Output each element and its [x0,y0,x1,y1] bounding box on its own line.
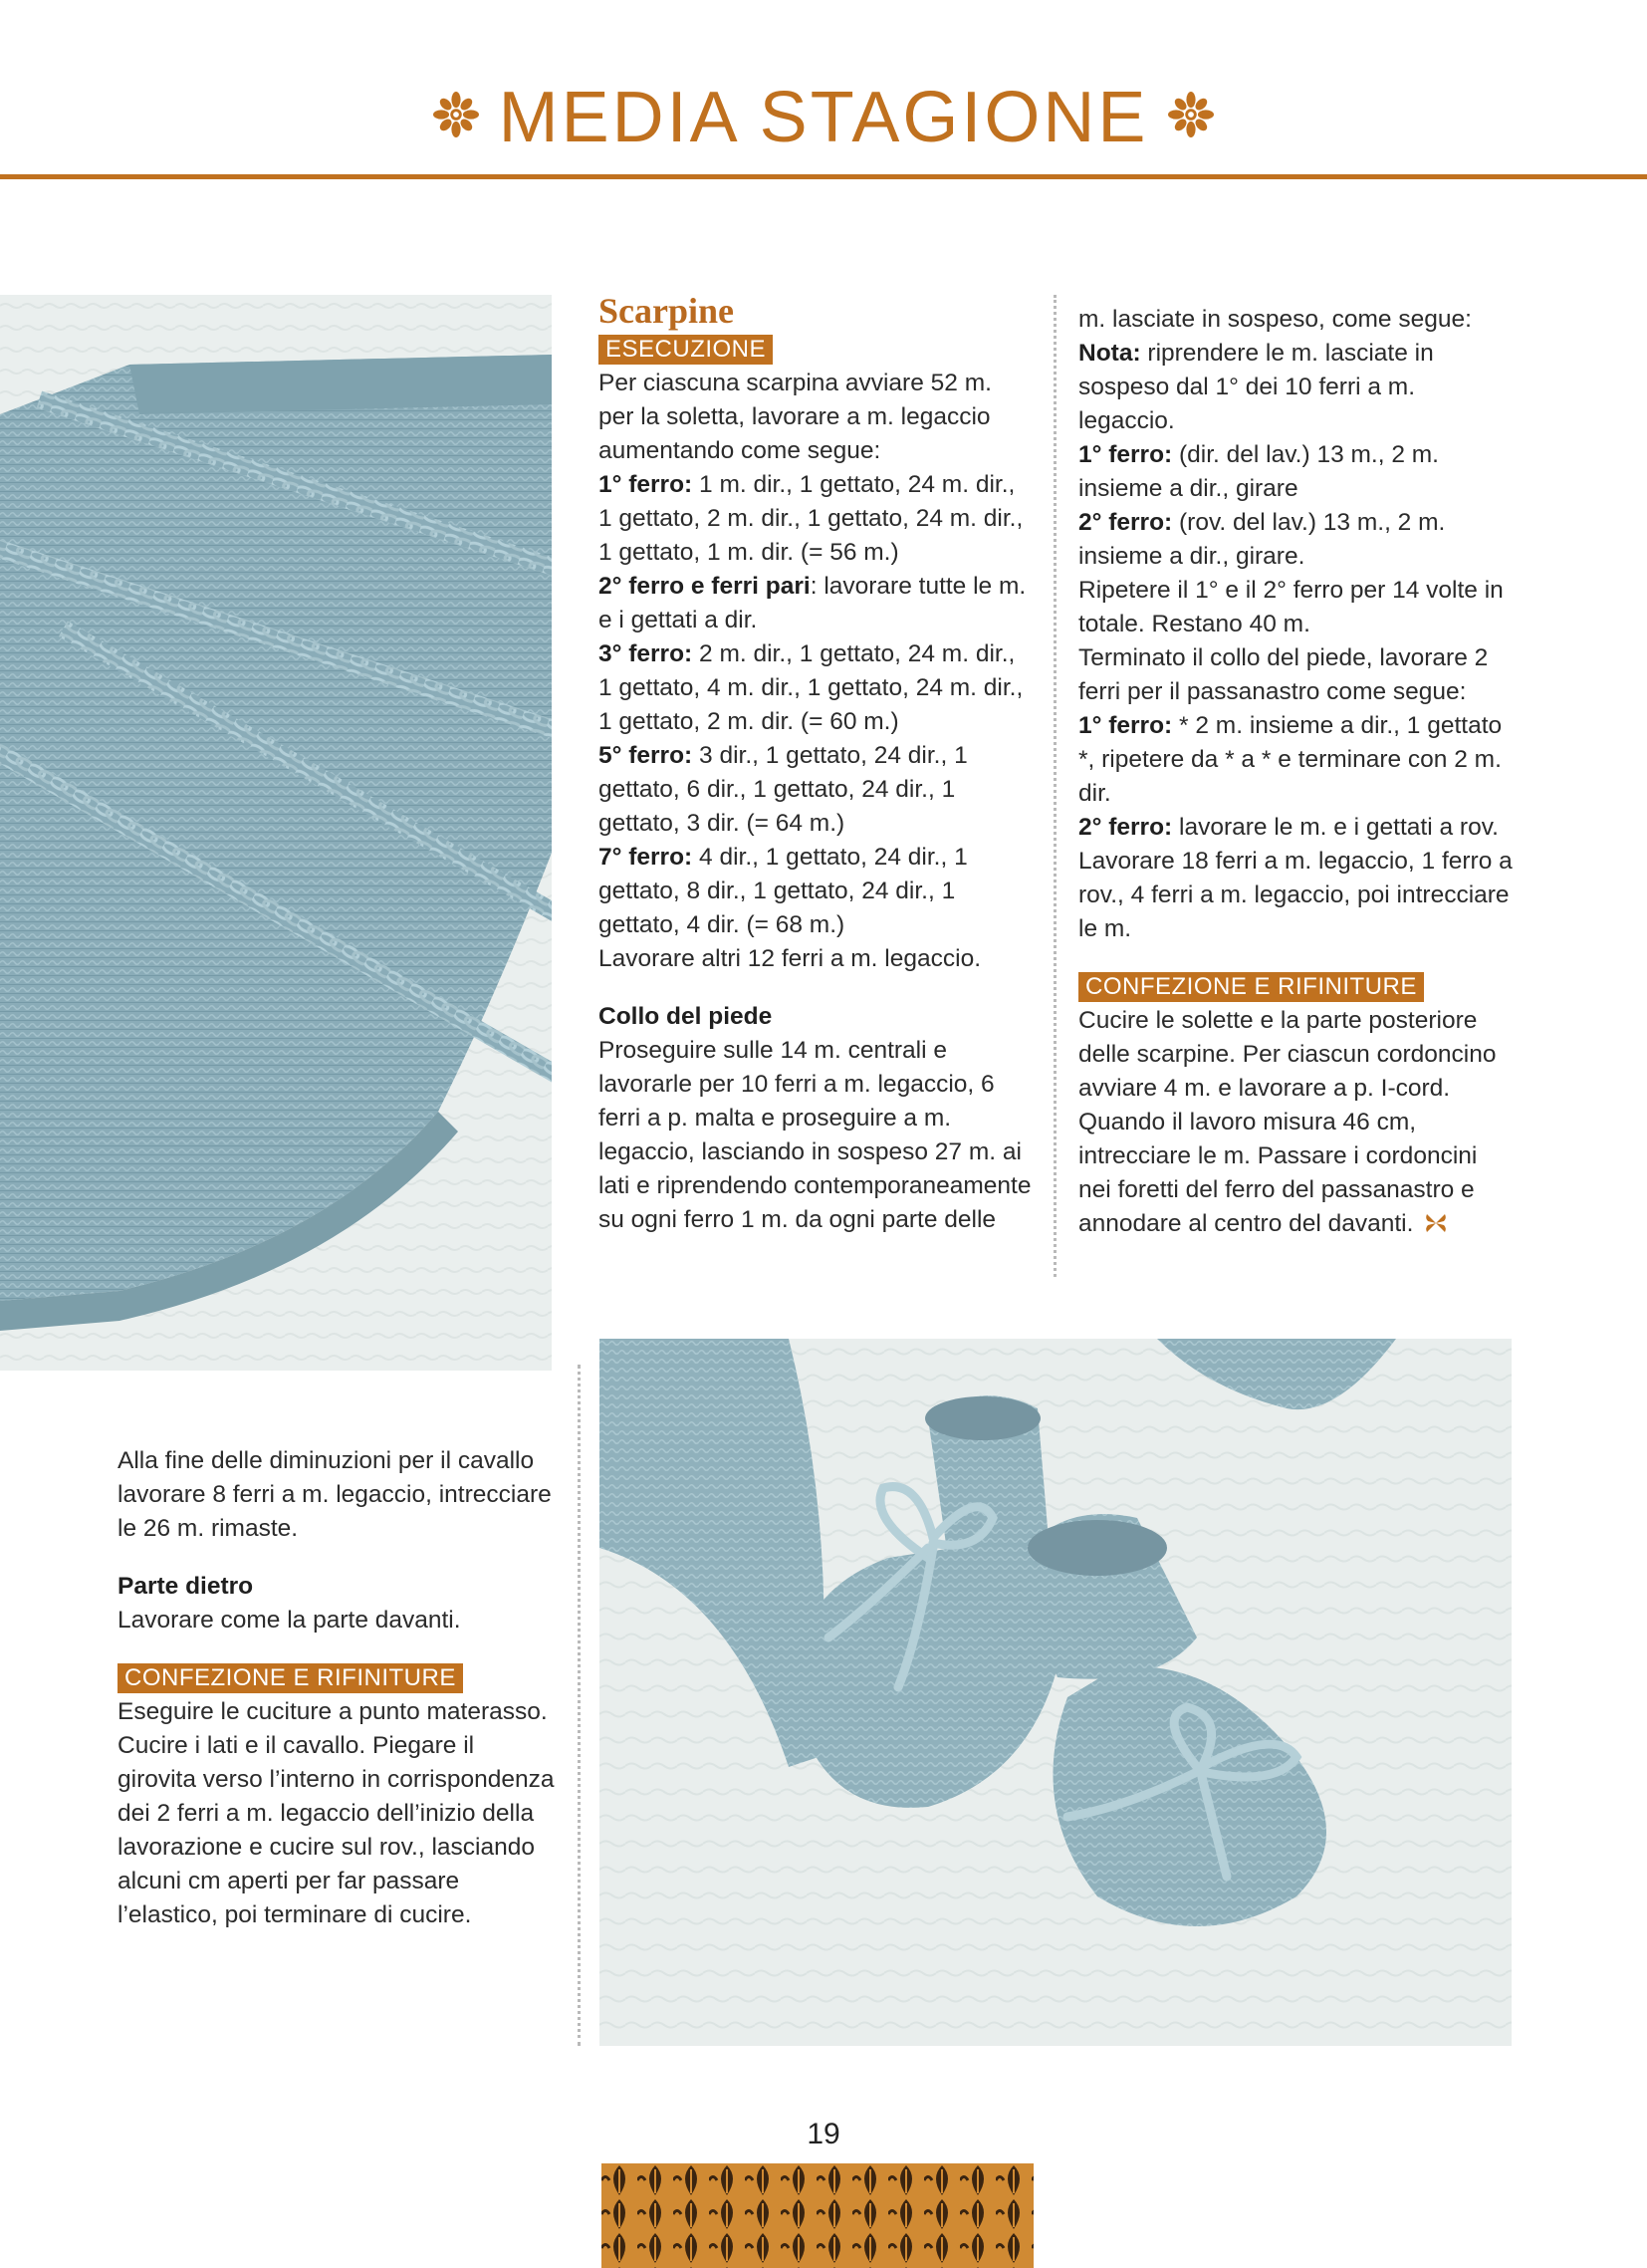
column-separator [578,1365,581,2046]
nota-label: Nota: [1078,340,1141,367]
row-label: 2° ferro e ferri pari [598,573,811,600]
instruction-row [1078,709,1513,811]
row-label: 1° ferro: [1078,441,1173,468]
row-label: 1° ferro: [598,471,693,498]
row-label: 3° ferro: [598,640,693,667]
collo-heading: Collo del piede [598,1003,773,1030]
confezione-text-left: Eseguire le cuciture a punto materasso. Cucire i lati e il cavallo. Piegare il girovita verso l’interno in corrispondenza dei 2 ferri a m. legaccio dell’inizio della lavorazione e cucire sul rov., lasciando alcuni cm aperti per far passare l’elastico, poi terminare di cucire. [118,1698,555,1928]
row-text: : lavorare tutte le m. e i gettati a dir. [598,573,1027,633]
left-intro: Alla fine delle diminuzioni per il cavallo lavorare 8 ferri a m. legaccio, intrecciare le 26 m. rimaste. [118,1447,552,1542]
nota [1078,337,1513,438]
instruction-row [598,570,1033,637]
parte-dietro-text: Lavorare come la parte davanti. [118,1607,461,1634]
flower-ornament-icon [1168,92,1214,137]
row-label: 2° ferro: [1078,509,1173,536]
instruction-row [598,468,1033,570]
instruction-row [1078,811,1513,845]
confezione-text [1078,1004,1513,1241]
passanastro-text: Terminato il collo del piede, lavorare 2 ferri per il passanastro come segue: [1078,644,1489,705]
instructions-intro: Per ciascuna scarpina avviare 52 m. per la soletta, lavorare a m. legaccio aumentando come segue: [598,370,992,464]
final-knit-text: Lavorare 18 ferri a m. legaccio, 1 ferro a rov., 4 ferri a m. legaccio, poi intrecciare le m. [1078,848,1513,942]
row-text: 4 dir., 1 gettato, 24 dir., 1 gettato, 8 dir., 1 gettato, 24 dir., 1 gettato, 4 dir. (= 68 m.) [598,844,968,938]
parte-dietro-heading: Parte dietro [118,1573,254,1600]
header-rule [0,174,1647,179]
row-label: 5° ferro: [598,742,693,769]
row-label: 7° ferro: [598,844,693,871]
row-label: 1° ferro: [1078,712,1173,739]
row-text: 3 dir., 1 gettato, 24 dir., 1 gettato, 6 dir., 1 gettato, 24 dir., 1 gettato, 3 dir. (= 64 m.) [598,742,968,837]
instruction-row [1078,438,1513,506]
section-title-scarpine: Scarpine [598,291,735,331]
page-title-text: MEDIA STAGIONE [498,78,1149,157]
repeat-text: Ripetere il 1° e il 2° ferro per 14 volte in totale. Restano 40 m. [1078,577,1504,637]
row-text: * 2 m. insieme a dir., 1 gettato *, ripetere da * a * e terminare con 2 m. dir. [1078,712,1503,807]
row-text: (rov. del lav.) 13 m., 2 m. insieme a dir., girare. [1078,509,1446,570]
column-separator [1054,295,1057,1277]
nota-text: riprendere le m. lasciate in sospeso dal 1° dei 10 ferri a m. legaccio. [1078,340,1434,434]
instruction-row [598,739,1033,841]
confezione-body: Cucire le solette e la parte posteriore delle scarpine. Per ciascun cordoncino avviare 4 m. e lavorare a p. I-cord. Quando il lavoro misura 46 cm, intrecciare le m. Passare i cordoncini nei foretti del ferro del passanastro e annodare al centro del davanti. [1078,1007,1497,1237]
instruction-row [1078,506,1513,574]
decorative-knit-band [601,2163,1034,2268]
row-label: 2° ferro: [1078,814,1173,841]
booties-photo [599,1339,1512,2046]
row-text: (dir. del lav.) 13 m., 2 m. insieme a dir., girare [1078,441,1439,502]
row-text: 1 m. dir., 1 gettato, 24 m. dir., 1 gettato, 2 m. dir., 1 gettato, 24 m. dir., 1 gettato, 1 m. dir. (= 56 m.) [598,471,1024,566]
page-title [0,78,1647,157]
instruction-row [598,637,1033,739]
row-text: 2 m. dir., 1 gettato, 24 m. dir., 1 gettato, 4 m. dir., 1 gettato, 24 m. dir., 1 gettato, 2 m. dir. (= 60 m.) [598,640,1024,735]
instructions-closing: Lavorare altri 12 ferri a m. legaccio. [598,945,981,972]
right-column [1078,303,1513,1241]
middle-column [598,289,1033,1237]
instruction-row [598,841,1033,942]
confezione-tag-left: CONFEZIONE E RIFINITURE [118,1663,463,1693]
row-text: lavorare le m. e i gettati a rov. [1172,814,1499,841]
page-number: 19 [807,2118,840,2150]
esecuzione-tag: ESECUZIONE [598,335,773,365]
continued-text: m. lasciate in sospeso, come segue: [1078,306,1472,333]
end-mark-icon [1424,1212,1448,1234]
left-column [118,1444,556,1932]
flower-ornament-icon [433,92,479,137]
confezione-tag: CONFEZIONE E RIFINITURE [1078,972,1424,1002]
bloomers-photo [0,295,552,1371]
collo-text: Proseguire sulle 14 m. centrali e lavorarle per 10 ferri a m. legaccio, 6 ferri a p. malta e proseguire a m. legaccio, lasciando in sospeso 27 m. ai lati e riprendendo contemporaneamente su ogni ferro 1 m. da ogni parte delle [598,1037,1032,1233]
